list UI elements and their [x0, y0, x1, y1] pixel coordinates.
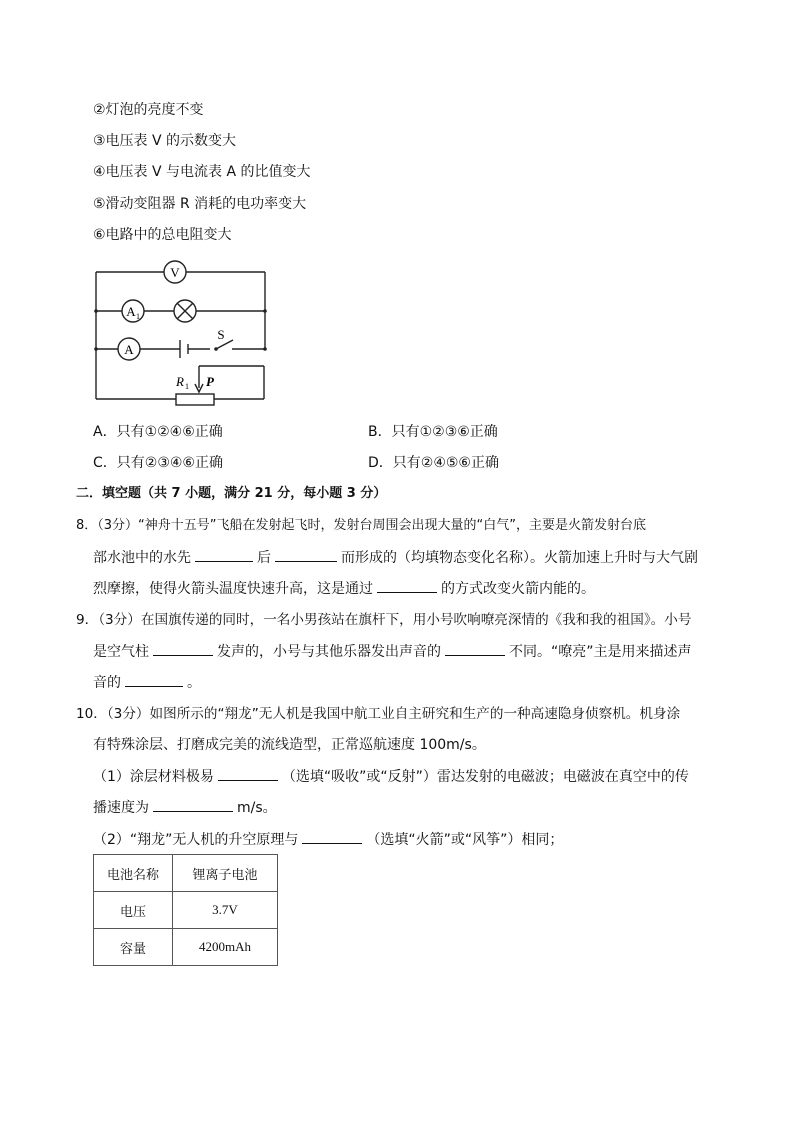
q10-line-2: 有特殊涂层、打磨成完美的流线造型，正常巡航速度 100m/s。	[93, 737, 486, 753]
table-row	[94, 855, 278, 892]
q9-text: 发声的，小号与其他乐器发出声音的	[217, 644, 441, 660]
battery-table	[93, 854, 278, 966]
table-cell: 电池名称	[94, 855, 173, 892]
q9-line-2	[93, 641, 692, 662]
q8-text: 而形成的（均填物态变化名称）。火箭加速上升时与大气剧	[341, 550, 698, 566]
q8-text: 的方式改变火箭内能的。	[441, 581, 595, 597]
q8-line-3	[93, 578, 595, 599]
rheostat-label: R	[176, 374, 184, 389]
q10-line-4	[93, 797, 277, 818]
answer-blank[interactable]	[153, 797, 233, 812]
answer-blank[interactable]	[125, 672, 183, 687]
answer-blank[interactable]	[218, 766, 278, 781]
q9-text: 。	[187, 675, 201, 691]
table-cell: 电压	[94, 892, 173, 929]
answer-blank[interactable]	[445, 641, 505, 656]
q10-text: 播速度为	[93, 800, 149, 816]
choice-a: A．只有①②④⑥正确	[93, 424, 223, 440]
q8-line-1: 8．（3分）“神舟十五号”飞船在发射起飞时，发射台周围会出现大量的“白气”，主要是火箭发射台底	[76, 518, 646, 533]
q10-line-1: 10．（3分）如图所示的“翔龙”无人机是我国中航工业自主研究和生产的一种高速隐身侦察机。机身涂	[76, 706, 681, 722]
ammeter-a-label: A	[124, 342, 134, 357]
answer-blank[interactable]	[153, 641, 213, 656]
q10-line-5	[93, 829, 563, 850]
answer-blank[interactable]	[377, 578, 437, 593]
statement-2: ②灯泡的亮度不变	[93, 102, 204, 118]
q10-text: （1）涂层材料极易	[93, 769, 214, 785]
ammeter-a1-label: A	[126, 304, 136, 319]
ammeter-a1-subscript: 1	[136, 312, 140, 321]
q8-text: 烈摩擦，使得火箭头温度快速升高，这是通过	[93, 581, 373, 597]
choice-c: C．只有②③④⑥正确	[93, 455, 223, 471]
q9-text: 是空气柱	[93, 644, 149, 660]
table-cell: 3.7V	[173, 892, 278, 929]
table-row	[94, 892, 278, 929]
choice-d: D．只有②④⑤⑥正确	[368, 455, 499, 471]
q9-text: 音的	[93, 675, 121, 691]
q9-text: 不同。“嘹亮”主是用来描述声	[509, 644, 692, 660]
answer-blank[interactable]	[275, 547, 337, 562]
q8-text: 后	[257, 550, 271, 566]
q10-text: （2）“翔龙”无人机的升空原理与	[93, 832, 299, 848]
statement-5: ⑤滑动变阻器 R 消耗的电功率变大	[93, 196, 307, 212]
voltmeter-label: V	[170, 265, 180, 280]
q10-line-3	[93, 766, 689, 787]
answer-blank[interactable]	[195, 547, 253, 562]
statement-6: ⑥电路中的总电阻变大	[93, 227, 232, 243]
table-cell: 4200mAh	[173, 929, 278, 966]
switch-label: S	[217, 327, 225, 342]
statement-3: ③电压表 V 的示数变大	[93, 133, 237, 149]
q10-text: （选填“吸收”或“反射”）雷达发射的电磁波；电磁波在真空中的传	[281, 769, 689, 785]
q8-text: 部水池中的水先	[93, 550, 191, 566]
circuit-diagram	[88, 256, 273, 406]
q10-text: m/s。	[237, 800, 277, 816]
choice-b: B．只有①②③⑥正确	[368, 424, 498, 440]
q10-text: （选填“火箭”或“风筝”）相同；	[366, 832, 564, 848]
section-title: 二．填空题（共 7 小题，满分 21 分，每小题 3 分）	[76, 486, 387, 501]
table-row	[94, 929, 278, 966]
table-cell: 容量	[94, 929, 173, 966]
rheostat-subscript: 1	[185, 382, 189, 391]
q9-line-1: 9．（3分）在国旗传递的同时，一名小男孩站在旗杆下，用小号吹响嘹亮深情的《我和我的祖国》。小号	[76, 612, 692, 628]
statement-4: ④电压表 V 与电流表 A 的比值变大	[93, 164, 311, 180]
table-cell: 锂离子电池	[173, 855, 278, 892]
q8-line-2	[93, 547, 698, 568]
answer-blank[interactable]	[302, 829, 362, 844]
q9-line-3	[93, 672, 201, 693]
slider-label: P	[206, 374, 214, 389]
